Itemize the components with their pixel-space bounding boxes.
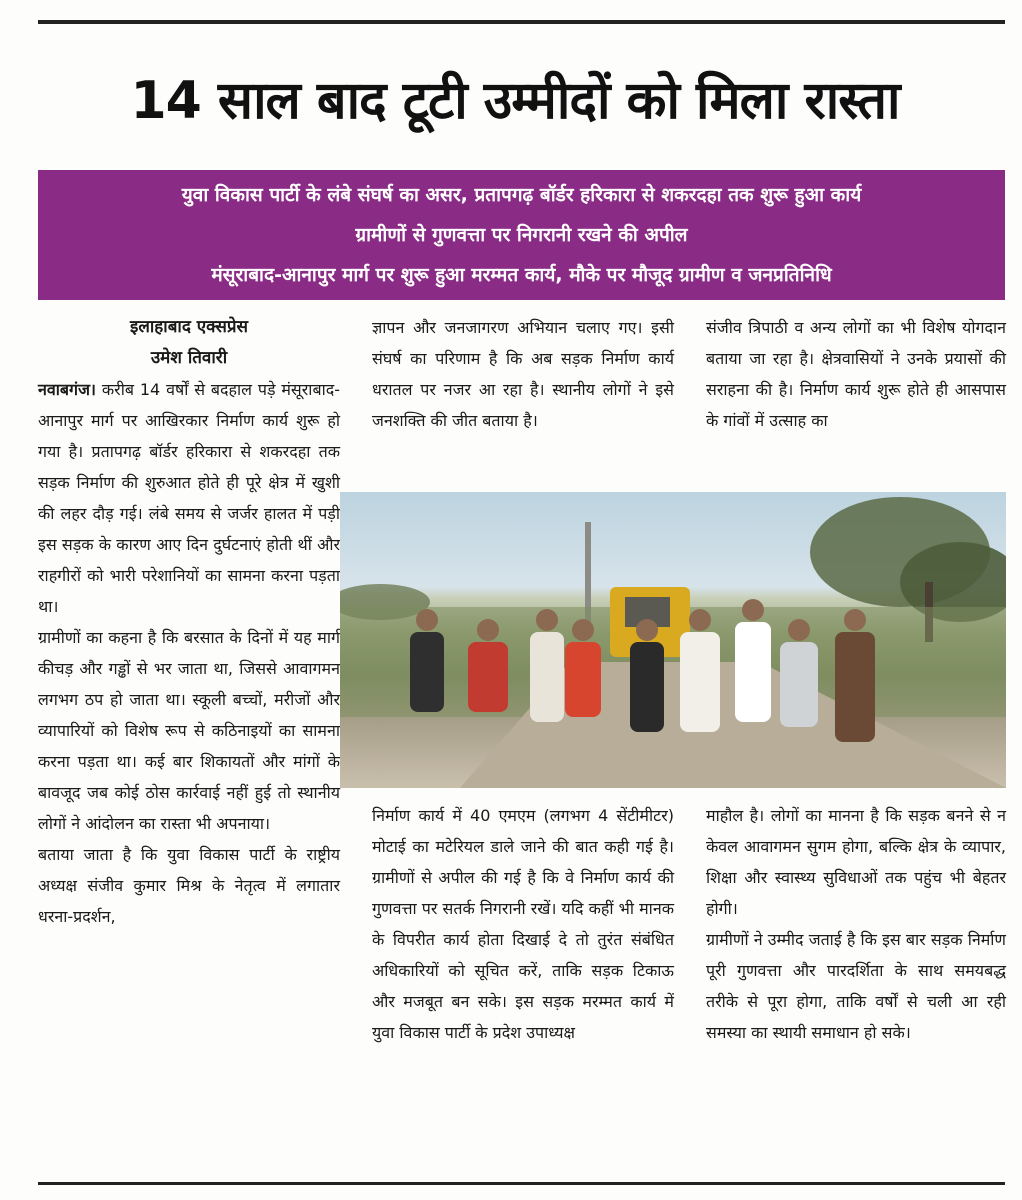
paragraph-1 xyxy=(38,374,340,622)
dateline-place: नवाबगंज। xyxy=(38,380,97,399)
article-column-3-bottom xyxy=(706,800,1006,1048)
article-column-2-top xyxy=(372,312,674,436)
byline-paper: इलाहाबाद एक्सप्रेस xyxy=(130,317,248,337)
paragraph-col3-bottom-2: ग्रामीणों ने उम्मीद जताई है कि इस बार सड़क निर्माण पूरी गुणवत्ता और पारदर्शिता के साथ समयबद्ध तरीके से पूरा होगा, ताकि वर्षों से चली आ रही समस्या का स्थायी समाधान हो सके। xyxy=(706,930,1006,1042)
article-column-1 xyxy=(38,312,340,932)
news-photo-villagers xyxy=(340,492,1006,788)
headline: 14 साल बाद टूटी उम्मीदों को मिला रास्ता xyxy=(130,71,900,131)
top-rule xyxy=(38,20,1005,24)
bottom-rule xyxy=(38,1182,1005,1185)
subheading-3: मंसूराबाद-आनापुर मार्ग पर शुरू हुआ मरम्मत कार्य, मौके पर मौजूद ग्रामीण व जनप्रतिनिधि xyxy=(211,264,832,286)
paragraph-col3-top: संजीव त्रिपाठी व अन्य लोगों का भी विशेष योगदान बताया जा रहा है। क्षेत्रवासियों ने उनके प्रयासों की सराहना की है। निर्माण कार्य शुरू होते ही आसपास के गांवों में उत्साह का xyxy=(706,318,1006,430)
subheading-2: ग्रामीणों से गुणवत्ता पर निगरानी रखने की अपील xyxy=(355,224,688,246)
paragraph-1-text: करीब 14 वर्षों से बदहाल पड़े मंसूराबाद-आनापुर मार्ग पर आखिरकार निर्माण कार्य शुरू हो गया है। प्रतापगढ़ बॉर्डर हरिकारा से शकरदहा तक सड़क निर्माण की शुरुआत होते ही पूरे क्षेत्र में खुशी की लहर दौड़ गई। लंबे समय से जर्जर हालत में पड़ी इस सड़क के कारण आए दिन दुर्घटनाएं होती थीं और राहगीरों को भारी परेशानियों का सामना करना पड़ता था। xyxy=(38,380,340,616)
byline-reporter: उमेश तिवारी xyxy=(150,348,228,368)
photo-illustration xyxy=(340,492,1006,788)
article-column-2-bottom xyxy=(372,800,674,1048)
article-column-3-top xyxy=(706,312,1006,436)
subheading-banner xyxy=(38,170,1005,300)
paragraph-3: बताया जाता है कि युवा विकास पार्टी के राष्ट्रीय अध्यक्ष संजीव कुमार मिश्र के नेतृत्व में लगातार धरना-प्रदर्शन, xyxy=(38,845,340,926)
paragraph-col3-bottom-1: माहौल है। लोगों का मानना है कि सड़क बनने से न केवल आवागमन सुगम होगा, बल्कि क्षेत्र के व्यापार, शिक्षा और स्वास्थ्य सुविधाओं तक पहुंच भी बेहतर होगी। xyxy=(706,806,1006,918)
paragraph-col2-bottom: निर्माण कार्य में 40 एमएम (लगभग 4 सेंटीमीटर) मोटाई का मटेरियल डाले जाने की बात कही गई है। ग्रामीणों से अपील की गई है कि वे निर्माण कार्य की गुणवत्ता पर सतर्क निगरानी रखें। यदि कहीं भी मानक के विपरीत कार्य होता दिखाई दे तो तुरंत संबंधित अधिकारियों को सूचित करें, ताकि सड़क टिकाऊ और मजबूत बन सके। इस सड़क मरम्मत कार्य में युवा विकास पार्टी के प्रदेश उपाध्यक्ष xyxy=(372,806,674,1042)
subheading-1: युवा विकास पार्टी के लंबे संघर्ष का असर, प्रतापगढ़ बॉर्डर हरिकारा से शकरदहा तक शुरू हुआ कार्य xyxy=(181,184,862,206)
paragraph-2: ग्रामीणों का कहना है कि बरसात के दिनों में यह मार्ग कीचड़ और गड्ढों से भर जाता था, जिससे आवागमन लगभग ठप हो जाता था। स्कूली बच्चों, मरीजों और व्यापारियों को विशेष रूप से कठिनाइयों का सामना करना पड़ता था। कई बार शिकायतों और मांगों के बावजूद जब कोई ठोस कार्रवाई नहीं हुई तो स्थानीय लोगों ने आंदोलन का रास्ता भी अपनाया। xyxy=(38,628,340,833)
paragraph-col2-top: ज्ञापन और जनजागरण अभियान चलाए गए। इसी संघर्ष का परिणाम है कि अब सड़क निर्माण कार्य धरातल पर नजर आ रहा है। स्थानीय लोगों ने इसे जनशक्ति की जीत बताया है। xyxy=(372,318,674,430)
